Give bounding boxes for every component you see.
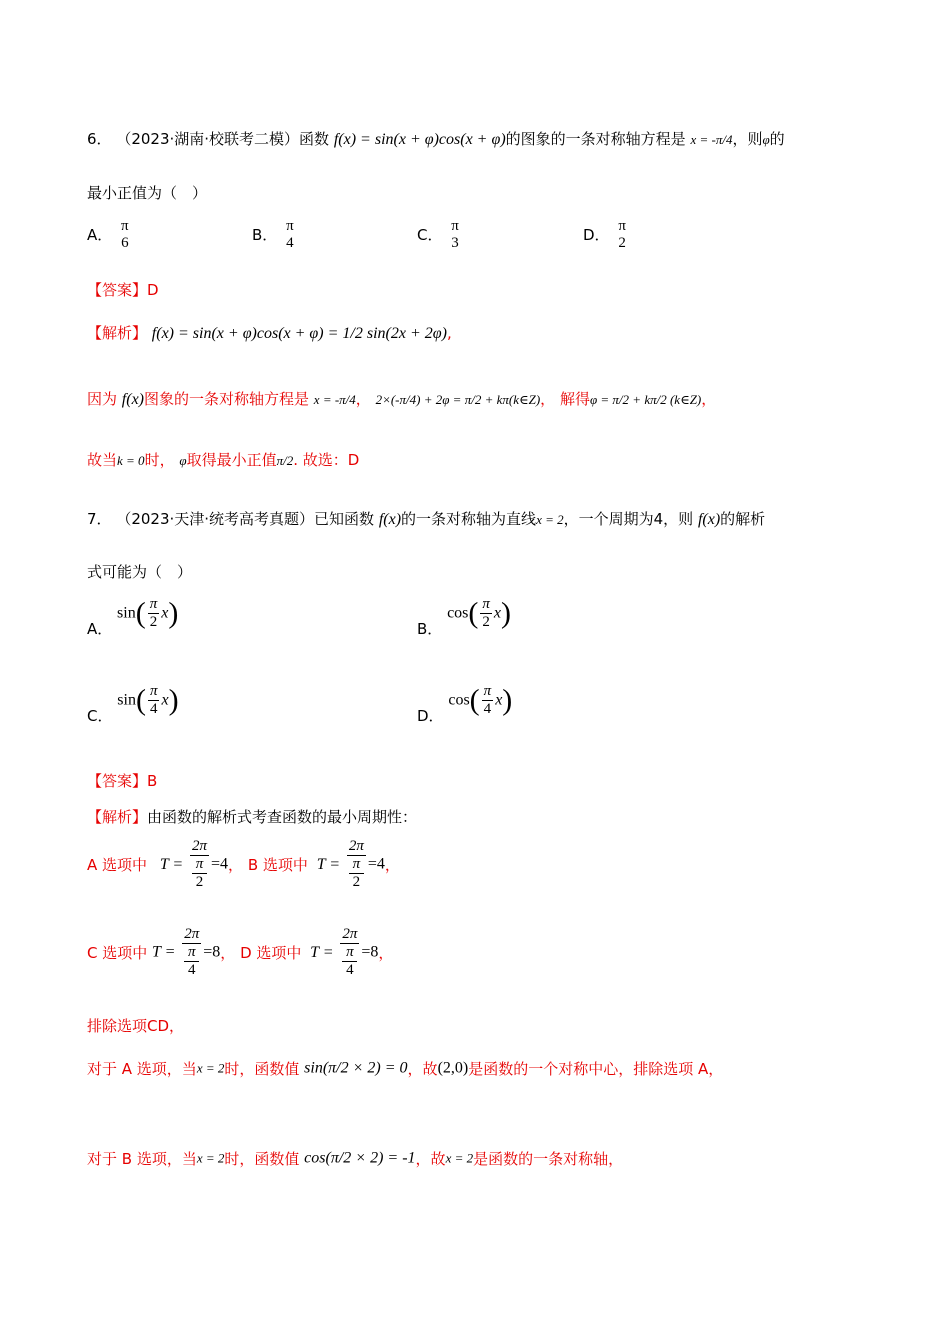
option-fraction: π 2 <box>618 218 626 251</box>
q6-stem-line1 <box>87 128 785 149</box>
q6-source: （2023·湖南·校联考二模） <box>116 130 300 148</box>
q6-number: 6． <box>87 130 112 148</box>
text: ，一个周期为4，则 <box>563 510 694 528</box>
q6-function: f(x) = sin(x + φ)cos(x + φ) <box>333 131 506 148</box>
text: 时，函数值 <box>224 1150 300 1168</box>
math-eq: φ = π/2 + kπ/2 (k∈Z) <box>589 392 702 407</box>
q6-stem-b: 的图象的一条对称轴方程是 <box>505 130 686 148</box>
q6-option-d[interactable] <box>583 218 630 252</box>
period-result: 4 <box>376 855 385 873</box>
math-x: x = 2 <box>196 1150 225 1166</box>
q7-option-d[interactable]: D． cos( $\frac{\pi}{4}$ x) <box>417 683 513 725</box>
q6-stem-line2 <box>87 182 207 203</box>
option-label: C． <box>87 707 113 725</box>
q6-analysis-line2: 因为 f(x)图象的一条对称轴方程是 x = -π/4， 2×(-π/4) + 2φ = π/2 + kπ(k∈Z)， 解得φ = π/2 + kπ/2 (k∈Z)， <box>87 390 717 408</box>
option-fraction: $\frac{\pi}{2}$ <box>482 596 490 630</box>
text: 对于 B 选项，当 <box>87 1150 197 1168</box>
q7-check-b <box>87 1148 623 1169</box>
text: ，故 <box>415 1150 446 1168</box>
math-k: k = 0 <box>117 453 145 468</box>
q7-option-a[interactable]: A． sin( $\frac{\pi}{2}$ x) <box>87 596 179 638</box>
q7-stem-line1 <box>87 508 765 529</box>
math-point: (2,0) <box>437 1059 469 1077</box>
period-fraction: 2π π 4 <box>342 926 358 978</box>
period-result: 4 <box>220 855 229 873</box>
math-fn: cos <box>448 691 470 709</box>
text: 对于 A 选项，当 <box>87 1060 197 1078</box>
q6-axis: x = -π/4 <box>690 132 733 147</box>
math-fn: sin <box>117 691 136 709</box>
text: . 故选：D <box>293 451 360 469</box>
math-val: π/2 <box>276 453 294 468</box>
period-fraction: 2π π 2 <box>348 838 364 890</box>
period-result: 8 <box>370 943 379 961</box>
q6-answer: 【答案】D <box>87 281 159 299</box>
q7-period-row-2: C 选项中 T = 2π π 4 =8， D 选项中 T = 2π π 4 =8， <box>87 926 394 978</box>
q6-stem-d: 的 <box>769 130 785 148</box>
option-label: A． <box>87 225 113 244</box>
math-x: x = 2 <box>196 1060 225 1076</box>
option-fraction: $\frac{\pi}{2}$ <box>149 596 158 630</box>
option-fraction: π 3 <box>451 218 459 251</box>
q7-stem-line2 <box>87 561 192 582</box>
text: 故当 <box>87 451 118 469</box>
period-label: D 选项中 <box>240 944 302 962</box>
option-fraction: π 4 <box>286 218 294 251</box>
period-label: B 选项中 <box>247 856 308 874</box>
q7-exclude: 排除选项CD， <box>87 1017 185 1035</box>
option-label: C． <box>417 225 443 244</box>
q6-option-c[interactable] <box>417 218 463 252</box>
math-eq: x = -π/4 <box>313 392 356 407</box>
math-fx: f(x) <box>121 391 144 408</box>
q6-stem-c: ，则 <box>732 130 763 148</box>
q7-answer: 【答案】B <box>87 772 158 790</box>
text: 的一条对称轴为直线 <box>401 510 537 528</box>
option-fraction: $\frac{\pi}{4}$ <box>483 683 492 717</box>
text: 解得 <box>559 390 590 408</box>
math-fx: f(x) <box>697 511 721 528</box>
text: 图象的一条对称轴方程是 <box>144 390 310 408</box>
text: 由函数的解析式考查函数的最小周期性： <box>147 808 418 826</box>
option-label: B． <box>252 225 278 244</box>
text: 已知函数 <box>314 510 375 528</box>
q6-phi: φ <box>762 132 770 147</box>
text: 时，函数值 <box>224 1060 300 1078</box>
option-label: D． <box>583 225 610 244</box>
q7-check-a <box>87 1058 723 1079</box>
period-result: 8 <box>212 943 221 961</box>
math-eq: cos(π/2 × 2) = -1 <box>304 1149 416 1167</box>
q6-analysis-line3 <box>87 449 359 470</box>
q7-period-row-1: A 选项中 T = 2π π 2 =4， B 选项中 T = 2π π 2 =4， <box>87 838 400 890</box>
q7-option-b[interactable]: B． cos( $\frac{\pi}{2}$ x) <box>417 596 512 638</box>
option-label: D． <box>417 707 444 725</box>
option-fraction: $\frac{\pi}{4}$ <box>149 683 158 717</box>
text: 取得最小正值 <box>186 451 277 469</box>
q6-analysis-formula: f(x) = sin(x + φ)cos(x + φ) = 1/2 sin(2x + 2φ) <box>151 325 447 342</box>
q6-option-a[interactable] <box>87 218 133 252</box>
period-label: C 选项中 <box>87 944 148 962</box>
period-fraction: 2π π 4 <box>184 926 200 978</box>
q6-stem-line2-text: 最小正值为（ ） <box>87 184 208 202</box>
q7-source: （2023·天津·统考高考真题） <box>116 510 315 528</box>
text: 是函数的一个对称中心，排除选项 A， <box>468 1060 724 1078</box>
q7-option-c[interactable]: C． sin( $\frac{\pi}{4}$ x) <box>87 683 179 725</box>
q6-stem-a: 函数 <box>299 130 330 148</box>
option-label: A． <box>87 620 113 638</box>
math-eq: 2×(-π/4) + 2φ = π/2 + kπ(k∈Z) <box>375 392 541 407</box>
text: 时， <box>144 451 175 469</box>
text: 因为 <box>87 390 118 408</box>
text: 式可能为（ ） <box>87 563 193 581</box>
analysis-tag: 【解析】 <box>87 324 148 342</box>
math-axis: x = 2 <box>536 512 564 527</box>
math-phi: φ <box>179 453 187 468</box>
text: 的解析 <box>720 510 766 528</box>
q7-analysis <box>87 806 417 827</box>
period-label: A 选项中 <box>87 856 148 874</box>
period-fraction: 2π π 2 <box>192 838 208 890</box>
option-fraction: π 6 <box>121 218 129 251</box>
text: ，故 <box>407 1060 438 1078</box>
math-eq: sin(π/2 × 2) = 0 <box>304 1059 408 1077</box>
option-label: B． <box>417 620 443 638</box>
math-fx: f(x) <box>378 511 402 528</box>
math-x: x = 2 <box>445 1150 474 1166</box>
math-fn: cos <box>447 604 469 622</box>
text: 是函数的一条对称轴， <box>473 1150 624 1168</box>
q6-option-b[interactable] <box>252 218 298 252</box>
math-fn: sin <box>117 604 136 622</box>
q7-number: 7． <box>87 510 112 528</box>
analysis-tag: 【解析】 <box>87 808 148 826</box>
q6-analysis: 【解析】 f(x) = sin(x + φ)cos(x + φ) = 1/2 sin(2x + 2φ), <box>87 324 452 342</box>
